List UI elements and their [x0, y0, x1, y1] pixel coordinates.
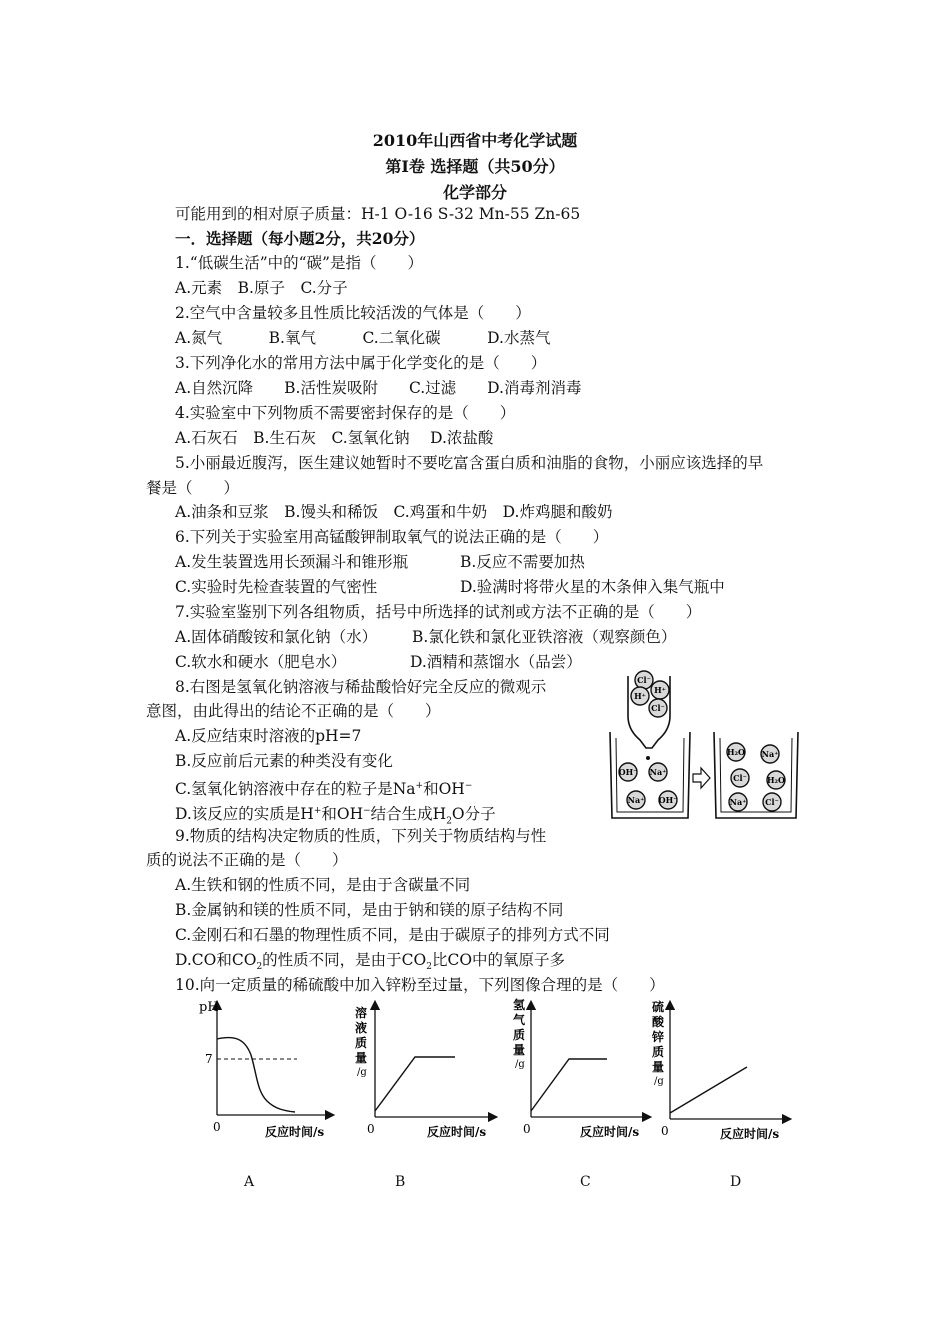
- question-6-option-b: B.反应不需要加热: [460, 553, 585, 571]
- graph-c-line: [531, 1059, 607, 1111]
- question-2: 2.空气中含量较多且性质比较活泼的气体是（ ）: [175, 304, 531, 322]
- ion-particle: [627, 791, 645, 809]
- question-10-graphs: [195, 995, 795, 1155]
- graph-d-ylabel-1: 硫: [652, 1000, 665, 1014]
- graph-c-ylabel-3: 质: [513, 1028, 526, 1042]
- graph-b-xlabel: 反应时间/s: [427, 1125, 487, 1139]
- question-10: 10.向一定质量的稀硫酸中加入锌粉至过量，下列图像合理的是（ ）: [175, 976, 665, 994]
- ion-particle: [731, 769, 749, 787]
- question-8-option-c: C.氢氧化钠溶液中存在的粒子是Na+和OH−: [175, 780, 473, 799]
- question-1: 1.“低碳生活”中的“碳”是指（ ）: [175, 254, 423, 272]
- ion-label: Cl⁻: [637, 675, 651, 685]
- ion-label: Na⁺: [627, 795, 645, 805]
- ion-label: H₂O: [766, 775, 786, 785]
- ion-particle: [727, 743, 745, 761]
- ion-label: OH⁻: [618, 767, 638, 777]
- exam-title: 2010年山西省中考化学试题: [372, 131, 578, 150]
- question-9-line-2: 质的说法不正确的是（ ）: [146, 851, 348, 869]
- question-8-line-2: 意图，由此得出的结论不正确的是（ ）: [146, 702, 441, 720]
- question-3: 3.下列净化水的常用方法中属于化学变化的是（ ）: [175, 354, 547, 372]
- graph-b-ylabel-5: /g: [357, 1067, 367, 1078]
- graph-a-origin: 0: [213, 1120, 221, 1134]
- graph-c-ylabel-1: 氢: [513, 998, 526, 1012]
- question-8-option-d: D.该反应的实质是H+和OH−结合生成$H_2O$分子: [175, 805, 496, 827]
- question-7-option-d: D.酒精和蒸馏水（品尝）: [410, 653, 582, 671]
- ion-label: OH⁻: [658, 795, 678, 805]
- ion-label: Cl⁻: [651, 703, 665, 713]
- question-6-option-c: C.实验时先检查装置的气密性: [175, 578, 378, 596]
- graph-d-ylabel-3: 锌: [652, 1030, 665, 1044]
- graph-d-xlabel: 反应时间/s: [720, 1127, 780, 1141]
- ion-label: Na⁺: [761, 749, 779, 759]
- question-5-options: A.油条和豆浆 B.馒头和稀饭 C.鸡蛋和牛奶 D.炸鸡腿和酸奶: [175, 503, 613, 521]
- question-6-option-d: D.验满时将带火星的木条伸入集气瓶中: [460, 578, 725, 596]
- ion-particle: [649, 699, 667, 717]
- graph-a: [199, 1000, 330, 1139]
- ion-particle: [729, 793, 747, 811]
- question-9-option-b: B.金属钠和镁的性质不同，是由于钠和镁的原子结构不同: [175, 901, 564, 919]
- question-2-options: A.氮气 B.氧气 C.二氧化碳 D.水蒸气: [175, 329, 551, 347]
- ion-label: Cl⁻: [733, 773, 747, 783]
- graph-b-ylabel-4: 量: [355, 1051, 368, 1065]
- ion-label: H₂O: [726, 747, 746, 757]
- question-7-option-a: A.固体硝酸铵和氯化钠（水）: [175, 628, 378, 646]
- graph-b-ylabel-2: 液: [355, 1021, 368, 1035]
- question-6-option-a: A.发生装置选用长颈漏斗和锥形瓶: [175, 553, 409, 571]
- graph-b-ylabel-3: 质: [355, 1036, 368, 1050]
- ion-particle: [659, 791, 678, 809]
- graph-d-caption: D: [730, 1174, 742, 1190]
- question-1-options: A.元素 B.原子 C.分子: [175, 279, 348, 297]
- question-4-options: A.石灰石 B.生石灰 C.氢氧化钠 D.浓盐酸: [175, 429, 494, 447]
- graph-b-caption: B: [395, 1174, 406, 1190]
- question-7-option-c: C.软水和硬水（肥皂水）: [175, 653, 347, 671]
- ion-label: Na⁺: [649, 767, 667, 777]
- graph-c-ylabel-2: 气: [513, 1013, 526, 1027]
- question-5-line-1: 5.小丽最近腹泻，医生建议她暂时不要吃富含蛋白质和油脂的食物，小丽应该选择的早: [175, 454, 764, 472]
- ion-particle: [631, 687, 649, 705]
- question-8-line-1: 8.右图是氢氧化钠溶液与稀盐酸恰好完全反应的微观示: [175, 678, 547, 696]
- graph-c: [513, 997, 647, 1139]
- question-8-option-a: A.反应结束时溶液的pH=7: [175, 727, 362, 745]
- graph-a-ylabel: pH: [199, 1000, 219, 1015]
- graph-b-ylabel-1: 溶: [355, 1006, 368, 1020]
- graph-d-ylabel-5: 量: [652, 1060, 665, 1074]
- graph-a-caption: A: [244, 1174, 255, 1190]
- graph-c-caption: C: [580, 1174, 591, 1190]
- graph-c-origin: 0: [523, 1122, 531, 1136]
- graph-b-origin: 0: [367, 1122, 375, 1136]
- graph-c-xlabel: 反应时间/s: [580, 1125, 640, 1139]
- section-title: 一．选择题（每小题2分，共20分）: [175, 229, 425, 248]
- graph-d-line: [670, 1067, 747, 1113]
- droplet: [646, 756, 650, 760]
- ion-label: H⁺: [634, 691, 646, 701]
- graph-c-ylabel-5: /g: [515, 1059, 525, 1070]
- graph-a-curve: [217, 1038, 295, 1112]
- graph-b-line: [375, 1057, 455, 1111]
- graph-a-xlabel: 反应时间/s: [265, 1125, 325, 1139]
- graph-b: [355, 1005, 493, 1139]
- ion-particles: [619, 671, 785, 811]
- question-6: 6.下列关于实验室用高锰酸钾制取氧气的说法正确的是（ ）: [175, 528, 609, 546]
- question-3-options: A.自然沉降 B.活性炭吸附 C.过滤 D.消毒剂消毒: [175, 379, 582, 397]
- hollow-right-arrow-icon: [693, 768, 710, 788]
- ion-label: Na⁺: [729, 797, 747, 807]
- question-4: 4.实验室中下列物质不需要密封保存的是（ ）: [175, 404, 516, 422]
- ion-label: H⁺: [654, 685, 666, 695]
- ion-particle: [767, 771, 785, 789]
- right-beaker: [714, 732, 798, 818]
- ion-particle: [619, 763, 638, 781]
- ion-particle: [763, 793, 781, 811]
- graph-d-ylabel-4: 质: [652, 1045, 665, 1059]
- ion-label: Cl⁻: [765, 797, 779, 807]
- ion-particle: [635, 671, 653, 689]
- question-9-option-c: C.金刚石和石墨的物理性质不同，是由于碳原子的排列方式不同: [175, 926, 610, 944]
- graph-d: [651, 999, 787, 1141]
- graph-d-ylabel-2: 酸: [652, 1015, 665, 1029]
- question-5-line-2: 餐是（ ）: [146, 479, 240, 497]
- question-7: 7.实验室鉴别下列各组物质，括号中所选择的试剂或方法不正确的是（ ）: [175, 603, 702, 621]
- ion-particle: [649, 763, 667, 781]
- volume-title: 第Ⅰ卷 选择题（共50分）: [385, 157, 565, 176]
- question-7-option-b: B.氯化铁和氯化亚铁溶液（观察颜色）: [412, 628, 677, 646]
- ion-particle: [651, 681, 669, 699]
- graph-c-ylabel-4: 量: [513, 1043, 526, 1057]
- question-9-option-a: A.生铁和钢的性质不同，是由于含碳量不同: [175, 876, 471, 894]
- graph-d-origin: 0: [661, 1124, 669, 1138]
- question-9-option-d: D.CO和$CO_2$的性质不同，是由于$CO_2$比CO中的氧原子多: [175, 951, 566, 973]
- part-title: 化学部分: [442, 183, 507, 202]
- ion-particle: [761, 745, 779, 763]
- question-9-line-1: 9.物质的结构决定物质的性质，下列关于物质结构与性: [175, 827, 547, 845]
- question-8-option-b: B.反应前后元素的种类没有变化: [175, 752, 393, 770]
- graph-d-ylabel-6: /g: [654, 1076, 664, 1087]
- reaction-diagram: [600, 668, 810, 838]
- graph-a-tick-7: 7: [205, 1052, 213, 1066]
- atomic-mass-line: 可能用到的相对原子质量：H-1 O-16 S-32 Mn-55 Zn-65: [175, 205, 581, 223]
